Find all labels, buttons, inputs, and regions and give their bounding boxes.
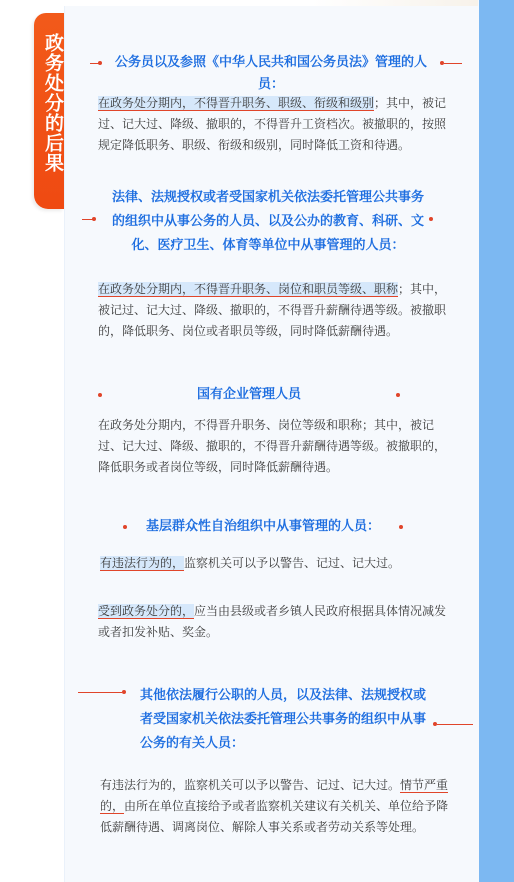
section-4-paragraph-2	[98, 601, 450, 643]
title-dot-left	[98, 393, 102, 397]
section-1-highlight: 在政务处分期内，不得晋升职务、职级、衔级和级别	[98, 96, 375, 110]
section-2-title: 法律、法规授权或者受国家机关依法委托管理公共事务的组织中从事公务的人员、以及公办的教育、科研、文化、医疗卫生、体育等单位中从事管理的人员：	[112, 190, 425, 253]
sidebar-tab-label: 政务处分的后果	[42, 33, 64, 173]
top-bar	[64, 0, 478, 6]
section-3-paragraph	[98, 415, 450, 478]
section-1-title: 公务员以及参照《中华人民共和国公务员法》管理的人员：	[114, 55, 427, 92]
section-4-highlight-1: 有违法行为的，	[100, 556, 185, 570]
section-2-text: ；其中，被记过、记大过、降级、撤职的，不得晋升薪酬待遇等级。被撤职的，降低职务、岗位或者职员等级，同时降低薪酬待遇。	[98, 282, 447, 338]
title-dot-left	[92, 217, 96, 221]
section-4-title: 基层群众性自治组织中从事管理的人员：	[145, 519, 380, 534]
section-1-paragraph	[98, 93, 450, 156]
section-3-text: 在政务处分期内，不得晋升职务、岗位等级和职称；其中，被记过、记大过、降级、撤职的，不得晋升薪酬待遇等级。被撤职的，降低职务或者岗位等级，同时降低薪酬待遇。	[98, 418, 447, 474]
section-4-paragraph-1	[100, 553, 452, 574]
section-4-text-2: 应当由县级或者乡镇人民政府根据具体情况减发或者扣发补贴、奖金。	[98, 604, 447, 639]
section-2-paragraph	[98, 279, 450, 342]
title-dot-left	[98, 61, 102, 65]
title-dash-right	[437, 724, 473, 725]
section-1-text: ；其中，被记过、记大过、降级、撤职的，不得晋升工资档次。被撤职的，按照规定降低职务、职级、衔级和级别，同时降低工资和待遇。	[98, 96, 447, 152]
section-5-text: 由所在单位直接给予或者监察机关建议有关机关、单位给予降低薪酬待遇、调离岗位、解除人事关系或者劳动关系等处理。	[100, 799, 449, 834]
title-dot-left	[123, 525, 127, 529]
title-dash-right	[444, 63, 462, 64]
section-4-text-1: 监察机关可以予以警告、记过、记大过。	[184, 556, 401, 570]
section-5-underline: 情节严重的，	[100, 778, 449, 813]
title-dot-right	[429, 217, 433, 221]
title-dot-left	[122, 690, 126, 694]
title-dot-right	[399, 525, 403, 529]
title-dot-right	[396, 393, 400, 397]
section-5-paragraph	[100, 775, 452, 838]
section-3-title: 国有企业管理人员	[196, 387, 301, 402]
section-4-highlight-2: 受到政务处分的，	[98, 604, 195, 618]
sidebar-tab	[34, 13, 64, 209]
section-2-highlight: 在政务处分期内，不得晋升职务、岗位和职员等级、职称	[98, 282, 399, 296]
section-5-title: 其他依法履行公职的人员，以及法律、法规授权或者受国家机关依法委托管理公共事务的组织中从事公务的有关人员：	[140, 688, 427, 751]
title-dash-left	[78, 692, 122, 693]
section-5-lead: 有违法行为的，监察机关可以予以警告、记过、记大过。	[100, 778, 401, 792]
